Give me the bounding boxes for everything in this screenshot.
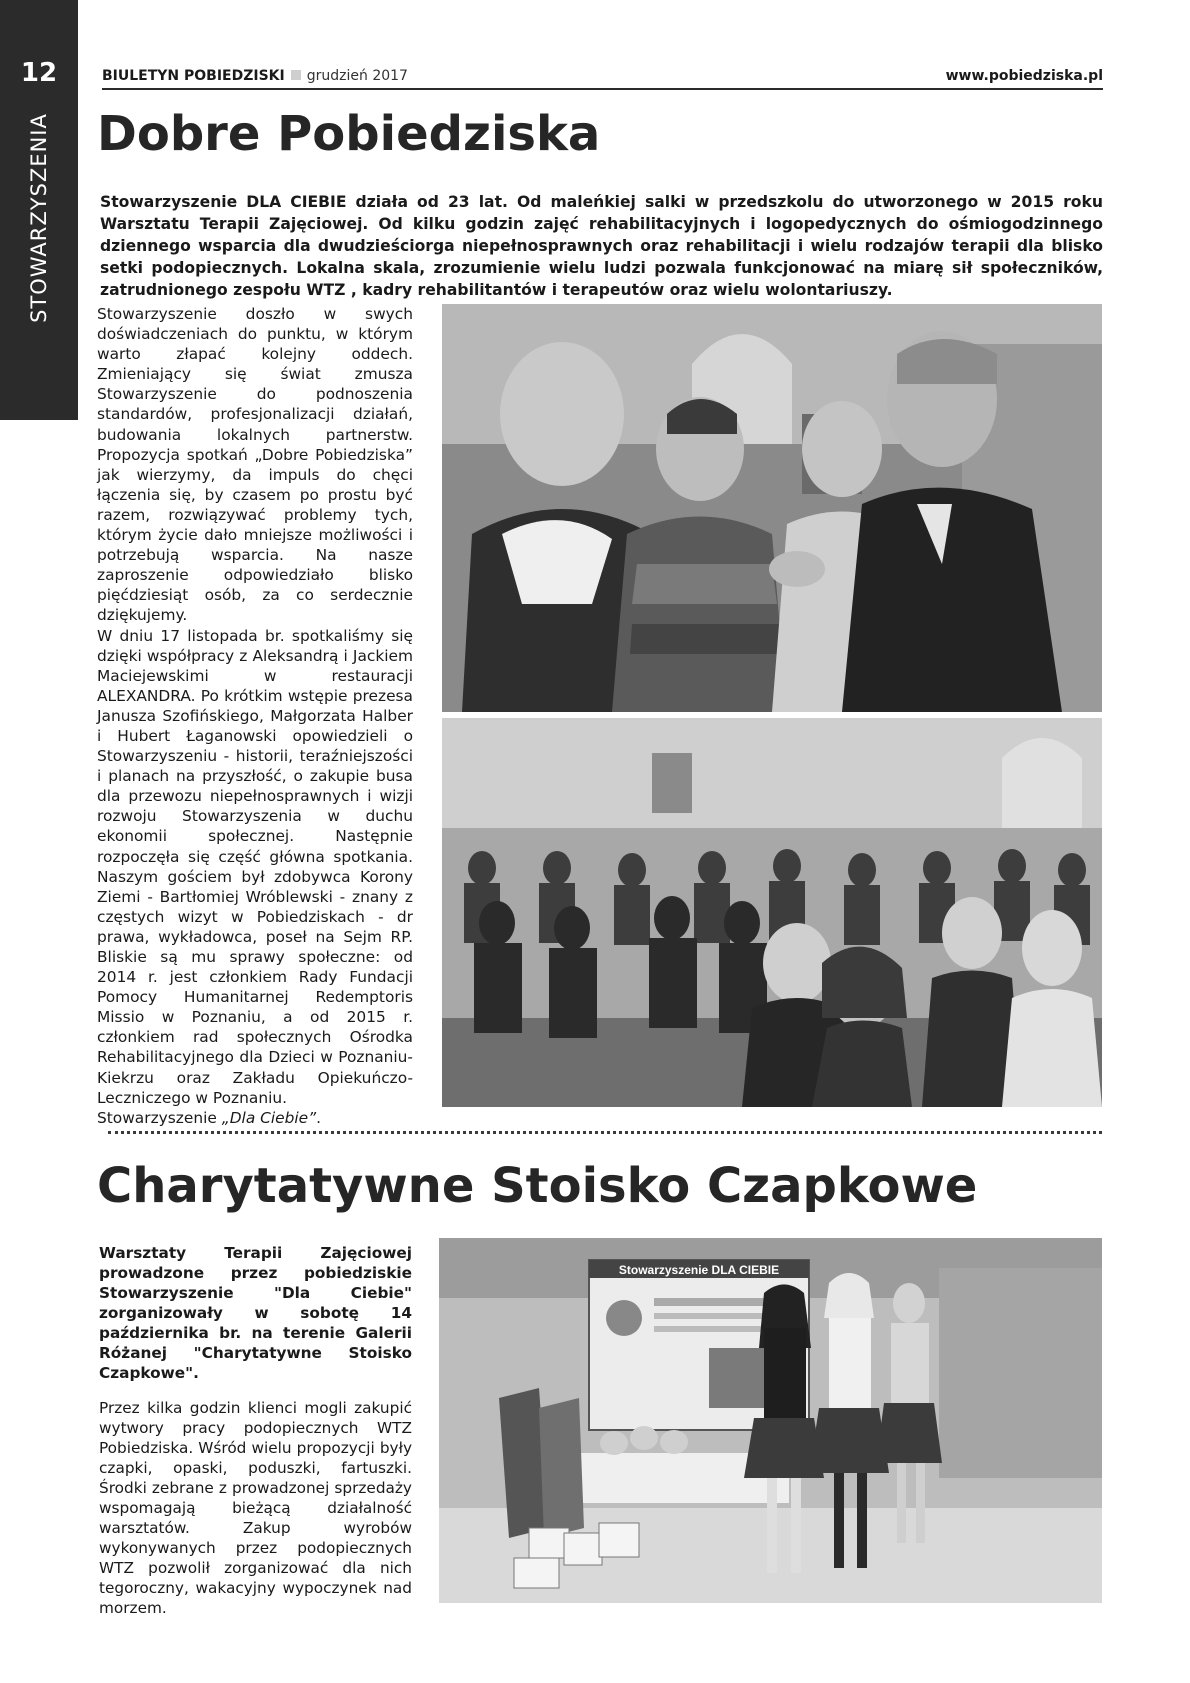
meeting-photo-art bbox=[442, 304, 1102, 712]
article-intro: Warsztaty Terapii Zajęciowej prowadzone przez pobiedziskie Stowarzyszenie "Dla Ciebie" zorganizowały w sobotę 14 października br. na terenie Galerii Różanej "Charytatywne Stoisko Czapkowe". bbox=[99, 1244, 412, 1382]
article-body bbox=[97, 304, 413, 1128]
issue-date: grudzień 2017 bbox=[306, 68, 408, 84]
section-label: STOWARZYSZENIA bbox=[27, 113, 51, 323]
article-lead: Stowarzyszenie DLA CIEBIE działa od 23 lat. Od maleńkiej salki w przedszkolu do utworzonego w 2015 roku Warsztatu Terapii Zajęciowej. Od kilku godzin zajęć rehabilitacyjnych i logopedycznych do ośmiogodzinnego dziennego wsparcia dla dwudzieściorga niepełnosprawnych oraz rehabilitacji i wielu rodzajów terapii dla blisko setki podopiecznych. Lokalna skala, zrozumienie wielu ludzi pozwala funkcjonować na miarę sił społeczników, zatrudnionego zespołu WTZ , kadry rehabilitantów i terapeutów oraz wielu wolontariuszy. bbox=[100, 193, 1103, 299]
body-paragraph: W dniu 17 listopada br. spotkaliśmy się dzięki współpracy z Aleksandrą i Jackiem Maciejewskimi w restauracji ALEXANDRA. Po krótkim wstępie prezesa Janusza Szofińskiego, Małgorzata Halber i Hubert Łaganowski opowiedzieli o Stowarzyszeniu - historii, teraźniejszości i planach na przyszłość, o zakupie busa dla przewozu niepełnosprawnych i wizji rozwoju Stowarzyszenia w duchu ekonomii społecznej. Następnie rozpoczęła się część główna spotkania. Naszym gościem był zdobywca Korony Ziemi - Bartłomiej Wróblewski - znany z częstych wizyt w Pobiedziskach - dr prawa, wykładowca, poseł na Sejm RP. Bliskie są mu sprawy społeczne: od 2014 r. jest członkiem Rady Fundacji Pomocy Humanitarnej Redemptoris Missio w Poznaniu, a od 2015 r. członkiem rad społecznych Ośrodka Rehabilitacyjnego dla Dzieci w Poznaniu-Kiekrzu oraz Zakładu Opiekuńczo-Leczniczego w Poznaniu. bbox=[97, 626, 413, 1107]
meeting-photo bbox=[442, 304, 1102, 712]
charity-stand-photo bbox=[439, 1238, 1102, 1603]
article-title: Charytatywne Stoisko Czapkowe bbox=[97, 1158, 978, 1214]
section-divider bbox=[108, 1131, 1102, 1134]
signature-prefix: Stowarzyszenie bbox=[97, 1108, 222, 1127]
header-separator bbox=[291, 70, 301, 80]
charity-stand-photo-art bbox=[439, 1238, 1102, 1603]
signature-name: „Dla Ciebie” bbox=[221, 1108, 317, 1127]
article-signature bbox=[97, 1108, 413, 1128]
signature-suffix: . bbox=[316, 1108, 322, 1127]
page-header bbox=[102, 66, 1103, 90]
body-paragraph: Stowarzyszenie doszło w swych doświadczeniach do punktu, w którym warto złapać kolejny oddech. Zmieniający się świat zmusza Stowarzyszenie do podnoszenia standardów, profesjonalizacji działań, budowania lokalnych partnerstw. Propozycja spotkań „Dobre Pobiedziska” jak wierzymy, da impuls do chęci łączenia się, by czasem po prostu być razem, rozwiązywać problemy tych, którym życie dało mniejsze możliwości i potrzebują wsparcia. Na nasze zaproszenie odpowiedziało blisko pięćdziesiąt osób, za co serdecznie dziękujemy. bbox=[97, 305, 413, 625]
header-left bbox=[102, 66, 408, 86]
page-number: 12 bbox=[20, 58, 58, 88]
article-title: Dobre Pobiedziska bbox=[97, 106, 601, 162]
website-link[interactable]: www.pobiedziska.pl bbox=[945, 68, 1103, 84]
audience-photo bbox=[442, 718, 1102, 1107]
banner-text: Stowarzyszenie DLA CIEBIE bbox=[618, 1263, 780, 1277]
article-body: Przez kilka godzin klienci mogli zakupić wytwory pracy podopiecznych WTZ Pobiedziska. Wśród wielu propozycji były czapki, opaski, poduszki, fartuszki. Środki zebrane z prowadzonej sprzedaży wspomagają bieżącą działalność warsztatów. Zakup wyrobów wykonywanych przez podopiecznych WTZ pozwolił zorganizować dla nich tegoroczny, wakacyjny wypoczynek nad morzem. bbox=[99, 1399, 412, 1617]
publication-name: BIULETYN POBIEDZISKI bbox=[102, 68, 285, 84]
audience-photo-art bbox=[442, 718, 1102, 1107]
